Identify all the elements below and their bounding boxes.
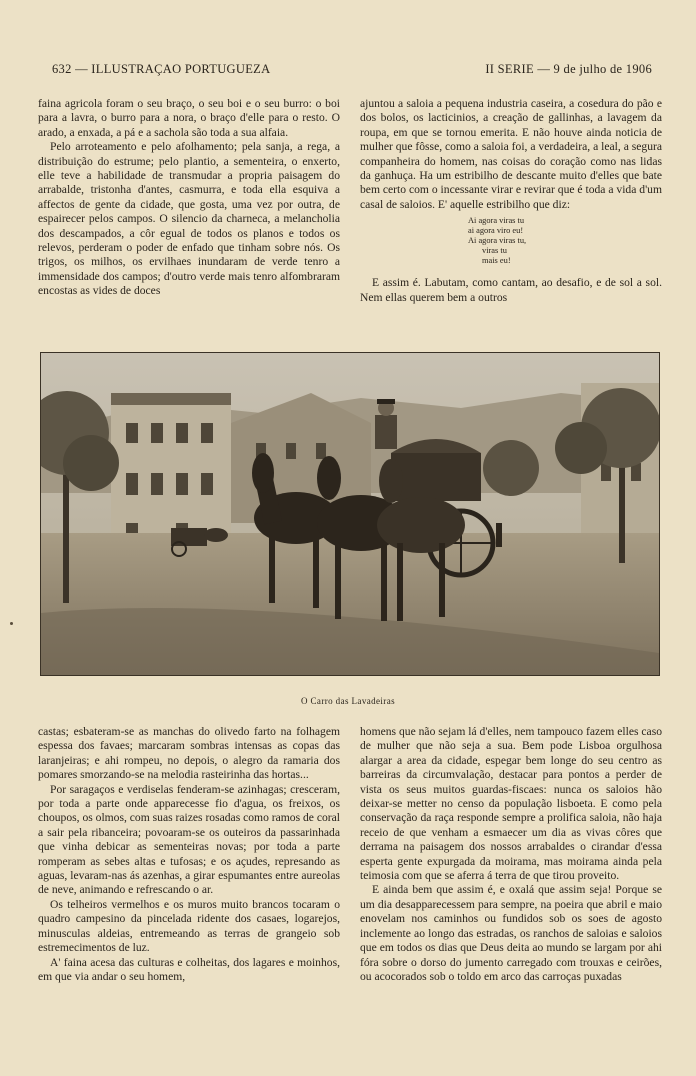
paragraph: E assim é. Labutam, como cantam, ao desafio, e de sol a sol. Nem ellas querem bem a outros bbox=[360, 276, 662, 304]
paragraph: ajuntou a saloia a pequena industria caseira, a cosedura do pão e dos bolos, os lacticinios, a creação de gallinhas, a lavagem da roupa, em que se tornou emerita. E não houve ainda noticia de mulher que fôsse, como a saloia foi, a verdadeira, a leal, a segura companheira do homem, nas coisas do coração como nas lidas da ganhuça. Ha um estribilho de descante muito d'elles que bate bem certo com o incessante virar e revirar que é toda a vida d'um casal de saloios. E' aquelle estribilho que diz: bbox=[360, 97, 662, 211]
verse-line: mais eu! bbox=[482, 256, 511, 266]
page-header-title: 632 — ILLUSTRAÇAO PORTUGUEZA bbox=[52, 62, 271, 76]
paragraph: Por saragaços e verdiselas fenderam-se azinhagas; cresceram, por toda a parte onde apparecesse fio d'agua, os freixos, os choupos, os olmos, com suas raizes rosadas como ramos de coral a sair pela ribanceira; povoaram-se os outeiros da passarinhada que vinha debicar as sementeiras novas; por toda a parte romperam as sebes altas e tufosas; e os açudes, represando as aguas, levaram-nas ás azenhas, a girar espumantes entre aureolas de neve, animando e refrescando o ar. bbox=[38, 782, 341, 897]
column-bottom-right bbox=[360, 725, 662, 984]
driver bbox=[375, 399, 397, 449]
verse-line: Ai agora viras tu bbox=[468, 216, 525, 226]
paragraph: faina agricola foram o seu braço, o seu boi e o seu burro: o boi para a lavra, o burro para a nora, o braço d'elle para o resto. O arado, a enxada, a pá e a sachola são toda a sua alfaia. bbox=[38, 97, 340, 139]
column-top-right bbox=[360, 97, 662, 305]
margin-dot bbox=[10, 622, 13, 625]
pedestrian bbox=[496, 523, 502, 547]
column-bottom-left bbox=[38, 725, 340, 984]
verse-line: viras tu bbox=[482, 246, 507, 256]
page-header-date: II SERIE — 9 de julho de 1906 bbox=[485, 62, 652, 76]
verse-refrain bbox=[360, 216, 662, 266]
photo-illustration bbox=[41, 353, 659, 675]
paragraph: Pelo arroteamento e pelo afolhamento; pela sanja, a rega, a distribuição do estrume; pelo plantio, a sementeira, o enxerto, elle teve a habilidade de transmudar a propria paisagem do arrabalde, tristonha d'antes, casmurra, e toda ella esquiva a affectos de gente da cidade, que gosta, uma vez por outra, de espairecer pelos campos. O silencio da charneca, a melancholia dos descampados, a côr egual de todos os planos e todos os relevos, perderam o poder de enfado que tinham sobre nós. Os trigos, os milhos, os ervilhaes inundaram de verde tenro a immensidade dos campos; d'outro verde mais tenro alfombraram encostas as vides de doces bbox=[38, 140, 340, 298]
paragraph: Os telheiros vermelhos e os muros muito brancos tocaram o quadro campesino da pincelada ridente dos casaes, logarejos, minusculas aldeias, entremeando as terras de grangeio sob estremecimentos de luz. bbox=[38, 897, 340, 955]
verse-line: ai agora viro eu! bbox=[468, 226, 524, 236]
column-top-left bbox=[38, 97, 340, 299]
paragraph: castas; esbateram-se as manchas do olivedo farto na folhagem espessa dos favaes; marcaram sombras intensas as copas das laranjeiras; e ahi rompeu, no depois, o alegro da ramaria dos pomares smorzando-se na melodia rasteirinha das hortas... bbox=[38, 725, 340, 782]
photograph-laundry-cart bbox=[40, 352, 660, 676]
paragraph: E ainda bem que assim é, e oxalá que assim seja! Porque se um dia desapparecessem para sempre, na poeira que abril e maio enovelam nos caminhos ou fundidos sob os soes de agosto inclemente ao longo das estradas, os ranchos de saloias e saloios que em todos os dias que Deus deita ao mundo se largam por ahi fóra sobre o dorso do jumento carregado com trouxas e ceirões, ou acocorados sob o toldo em arco das carroças puxadas bbox=[360, 883, 662, 983]
verse-line: Ai agora viras tu, bbox=[468, 236, 527, 246]
photo-caption: O Carro das Lavadeiras bbox=[300, 696, 395, 706]
paragraph: A' faina acesa das culturas e colheitas, dos lagares e moinhos, em que via andar o seu homem, bbox=[38, 955, 340, 983]
paragraph: homens que não sejam lá d'elles, nem tampouco fazem elles caso de mulher que não seja a sua. Bem pode Lisboa orgulhosa alargar a area da cidade, espegar bem longe do seu centro as barreiras da circumvalação, destacar para pontos a perder de vista os seus muitos guardas-fiscaes: nunca os saloios hão deixar-se metter no censo da população lisboeta. E como pela conservação da raça responde sempre a prolifica saloia, não haja receio de que venham a esmaecer um dia as vivas côres que derrama na paisagem dos nossos arrabaldes o cirandar d'essa esperta gente expurgada da moirama, mas moirama ainda pela teimosia com que se aferra á terra de que tirou proveito. bbox=[360, 725, 662, 883]
